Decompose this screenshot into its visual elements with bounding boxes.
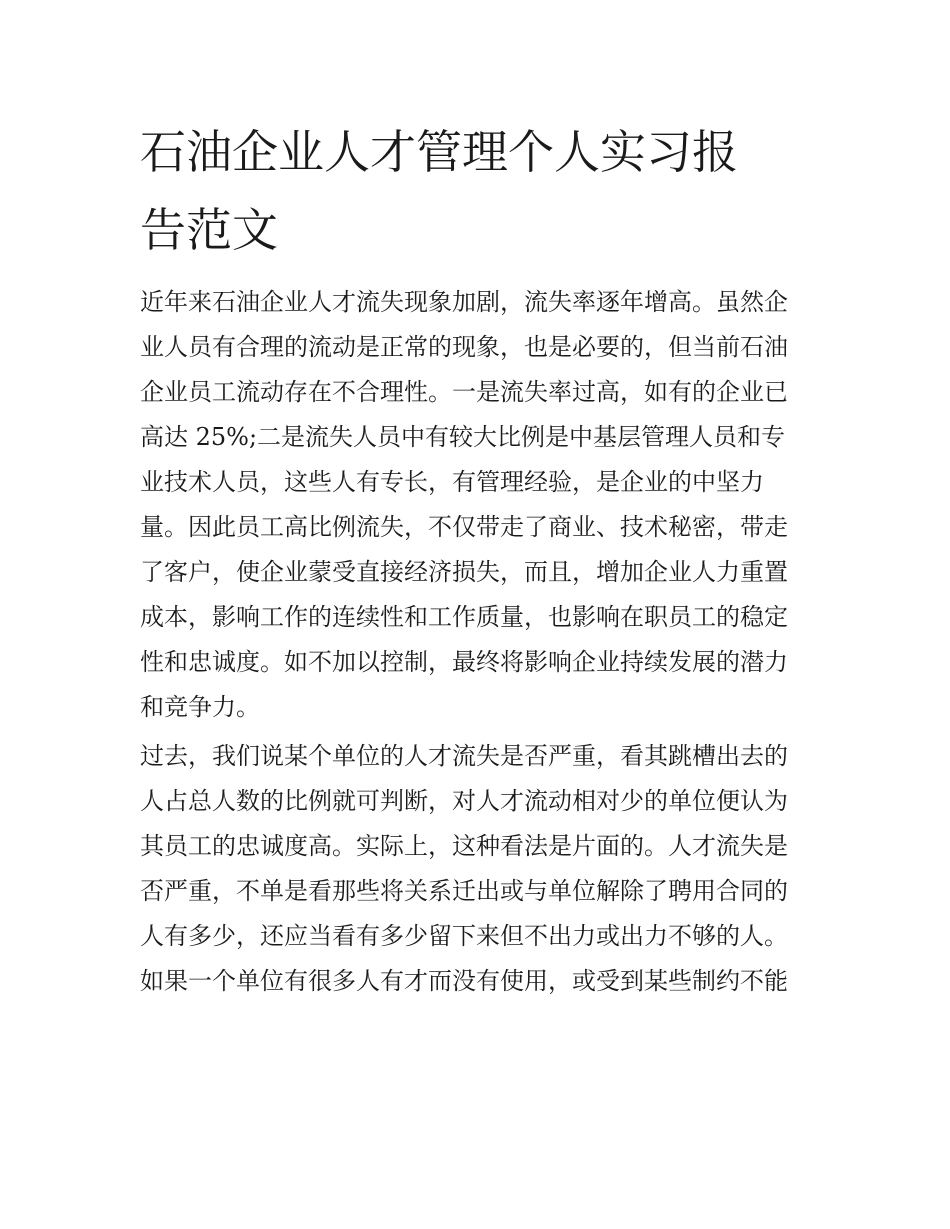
paragraph-1	[140, 280, 812, 730]
text-line: 了客户，使企业蒙受直接经济损失，而且，增加企业人力重置	[140, 558, 788, 586]
text-line: 和竞争力。	[140, 693, 260, 721]
text-line: 企业员工流动存在不合理性。一是流失率过高，如有的企业已	[140, 378, 788, 406]
text-line: 性和忠诚度。如不加以控制，最终将影响企业持续发展的潜力	[140, 648, 788, 676]
text-line: 业技术人员，这些人有专长，有管理经验，是企业的中坚力	[140, 468, 764, 496]
text-line: 否严重，不单是看那些将关系迁出或与单位解除了聘用合同的	[140, 877, 788, 905]
text-line: 量。因此员工高比例流失，不仅带走了商业、技术秘密，带走	[140, 513, 788, 541]
text-line: 高达 25%;二是流失人员中有较大比例是中基层管理人员和专	[140, 423, 786, 451]
paragraph-2	[140, 734, 812, 1004]
document-body	[140, 280, 812, 1004]
text-line: 如果一个单位有很多人有才而没有使用，或受到某些制约不能	[140, 967, 788, 995]
text-line: 其员工的忠诚度高。实际上，这种看法是片面的。人才流失是	[140, 832, 788, 860]
text-line: 过去，我们说某个单位的人才流失是否严重，看其跳槽出去的	[140, 742, 788, 770]
text-line: 近年来石油企业人才流失现象加剧，流失率逐年增高。虽然企	[140, 288, 788, 316]
text-line: 人有多少，还应当看有多少留下来但不出力或出力不够的人。	[140, 922, 788, 950]
document-title	[140, 113, 820, 269]
text-line: 成本，影响工作的连续性和工作质量，也影响在职员工的稳定	[140, 603, 788, 631]
title-line: 告范文	[140, 203, 278, 257]
title-line: 石油企业人才管理个人实习报	[140, 125, 738, 179]
text-line: 人占总人数的比例就可判断，对人才流动相对少的单位便认为	[140, 787, 788, 815]
text-line: 业人员有合理的流动是正常的现象，也是必要的，但当前石油	[140, 333, 788, 361]
